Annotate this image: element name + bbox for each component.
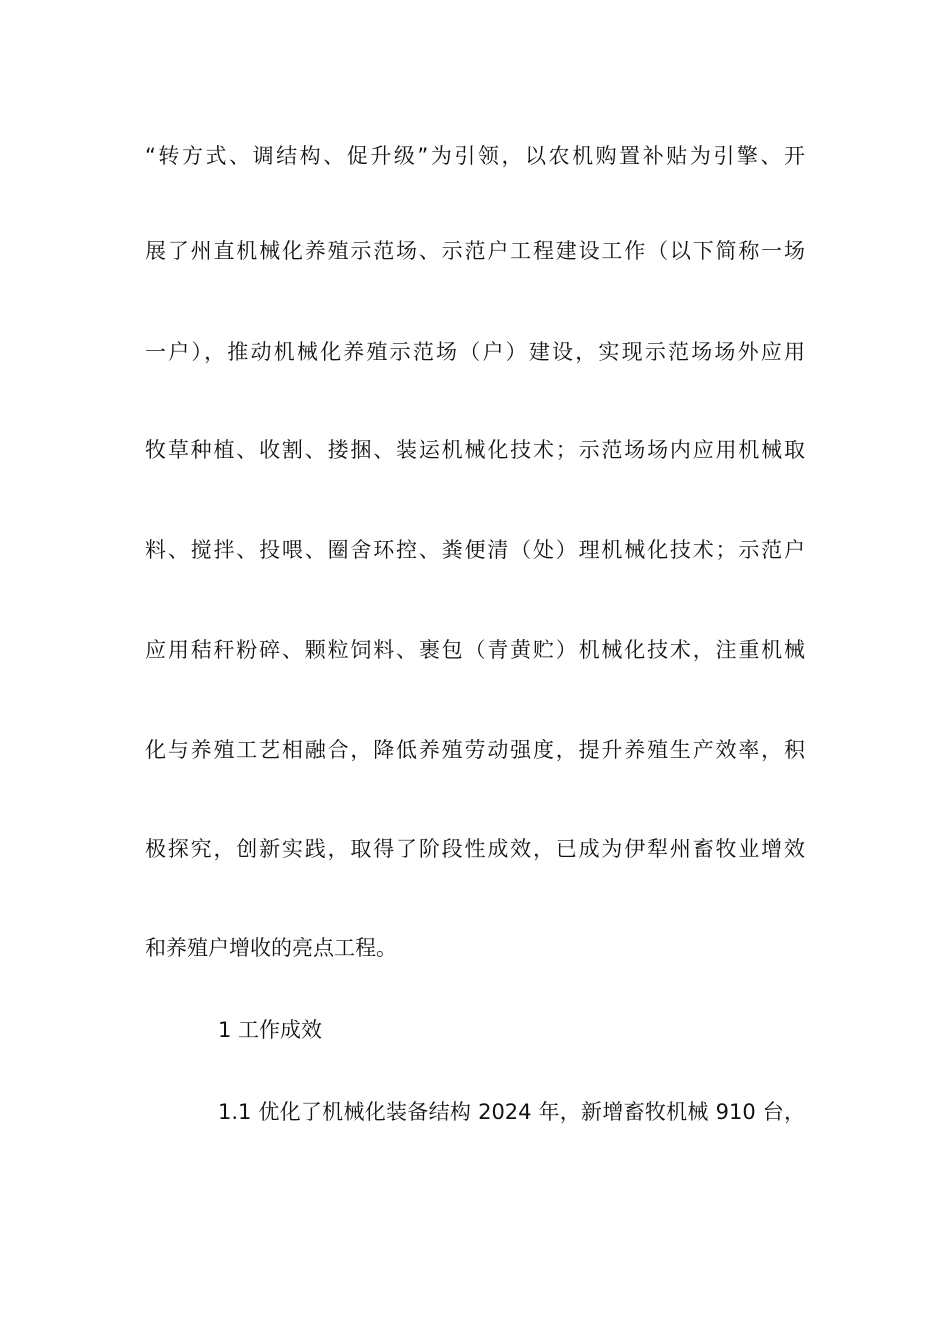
paragraph-line: 料、搅拌、投喂、圈舍环控、粪便清（处）理机械化技术；示范户 (145, 538, 805, 562)
paragraph-line: 应用秸秆粉碎、颗粒饲料、裹包（青黄贮）机械化技术，注重机械 (145, 638, 805, 662)
paragraph-line: 牧草种植、收割、搂捆、装运机械化技术；示范场场内应用机械取 (145, 438, 805, 462)
subsection-line: 1.1 优化了机械化装备结构 2024 年，新增畜牧机械 910 台， (218, 1100, 805, 1124)
paragraph-line: 和养殖户增收的亮点工程。 (145, 936, 397, 960)
paragraph-line: 化与养殖工艺相融合，降低养殖劳动强度，提升养殖生产效率，积 (145, 738, 805, 762)
paragraph-line: 一户），推动机械化养殖示范场（户）建设，实现示范场场外应用 (145, 340, 805, 364)
paragraph-line: 极探究，创新实践，取得了阶段性成效，已成为伊犁州畜牧业增效 (145, 837, 805, 861)
paragraph-line: 展了州直机械化养殖示范场、示范户工程建设工作（以下简称一场 (145, 239, 805, 263)
paragraph-line: “转方式、调结构、促升级”为引领，以农机购置补贴为引擎、开 (145, 144, 805, 168)
section-heading: 1 工作成效 (218, 1018, 323, 1042)
